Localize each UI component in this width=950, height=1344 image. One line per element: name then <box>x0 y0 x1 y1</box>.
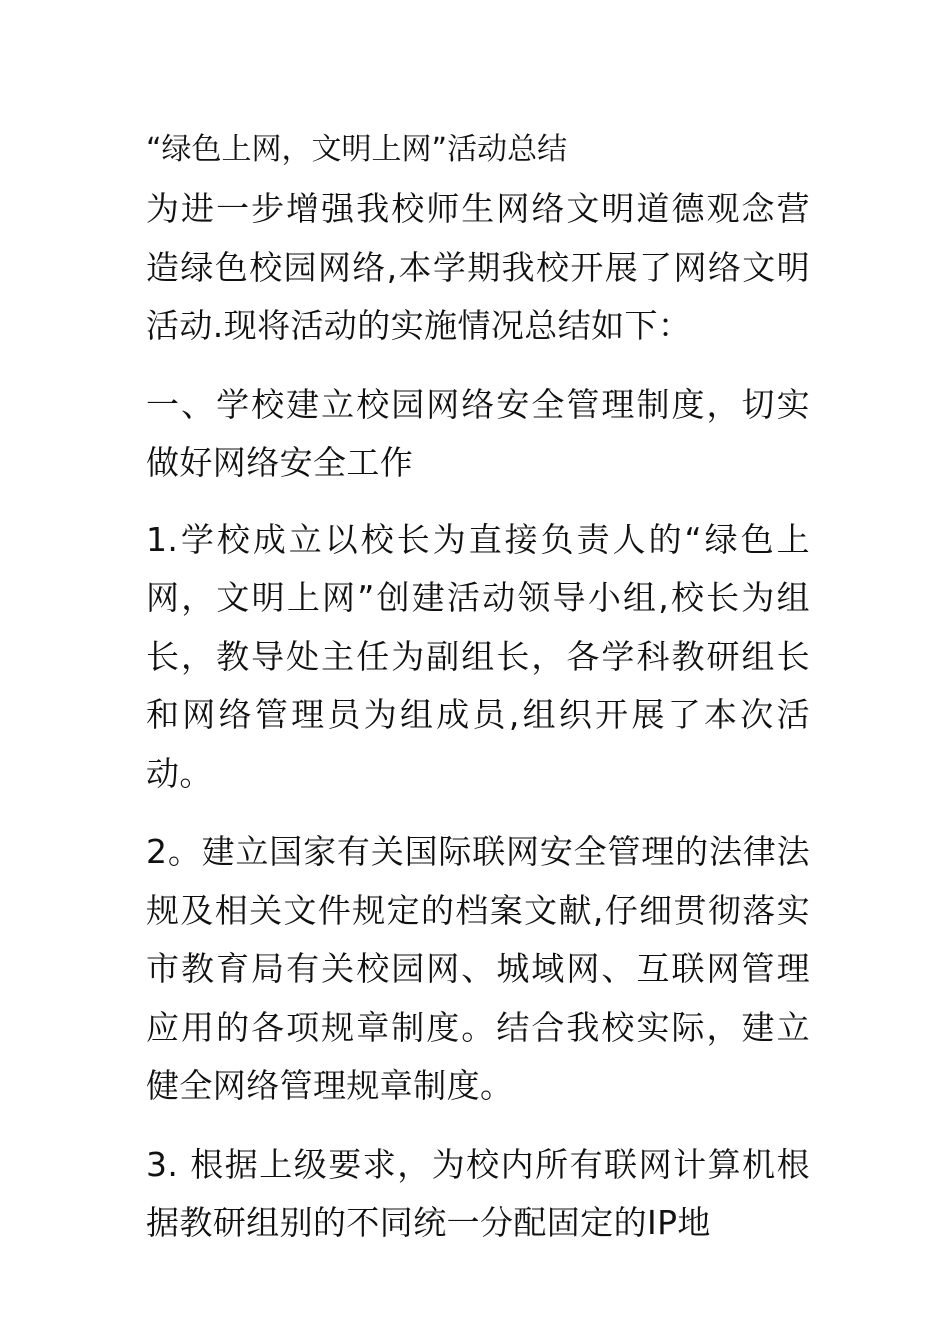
document-body <box>146 124 810 1273</box>
item-paragraph-2: 2。建立国家有关国际联网安全管理的法律法规及相关文件规定的档案文献,仔细贯彻落实市教育局有关校园网、城域网、互联网管理应用的各项规章制度。结合我校实际，建立健全网络管理规章制度。 <box>146 832 810 1105</box>
item-paragraph-1: 1.学校成立以校长为直接负责人的“绿色上网，文明上网”创建活动领导小组,校长为组长，教导处主任为副组长，各学科教研组长和网络管理员为组成员,组织开展了本次活动。 <box>146 519 810 793</box>
section-heading-1: 一、学校建立校园网络安全管理制度，切实做好网络安全工作 <box>146 384 810 482</box>
document-title: “绿色上网，文明上网”活动总结 <box>146 132 568 167</box>
item-paragraph-3: 3. 根据上级要求，为校内所有联网计算机根据教研组别的不同统一分配固定的IP地 <box>146 1144 810 1242</box>
intro-paragraph: 为进一步增强我校师生网络文明道德观念营造绿色校园网络,本学期我校开展了网络文明活动.现将活动的实施情况总结如下： <box>146 189 810 345</box>
